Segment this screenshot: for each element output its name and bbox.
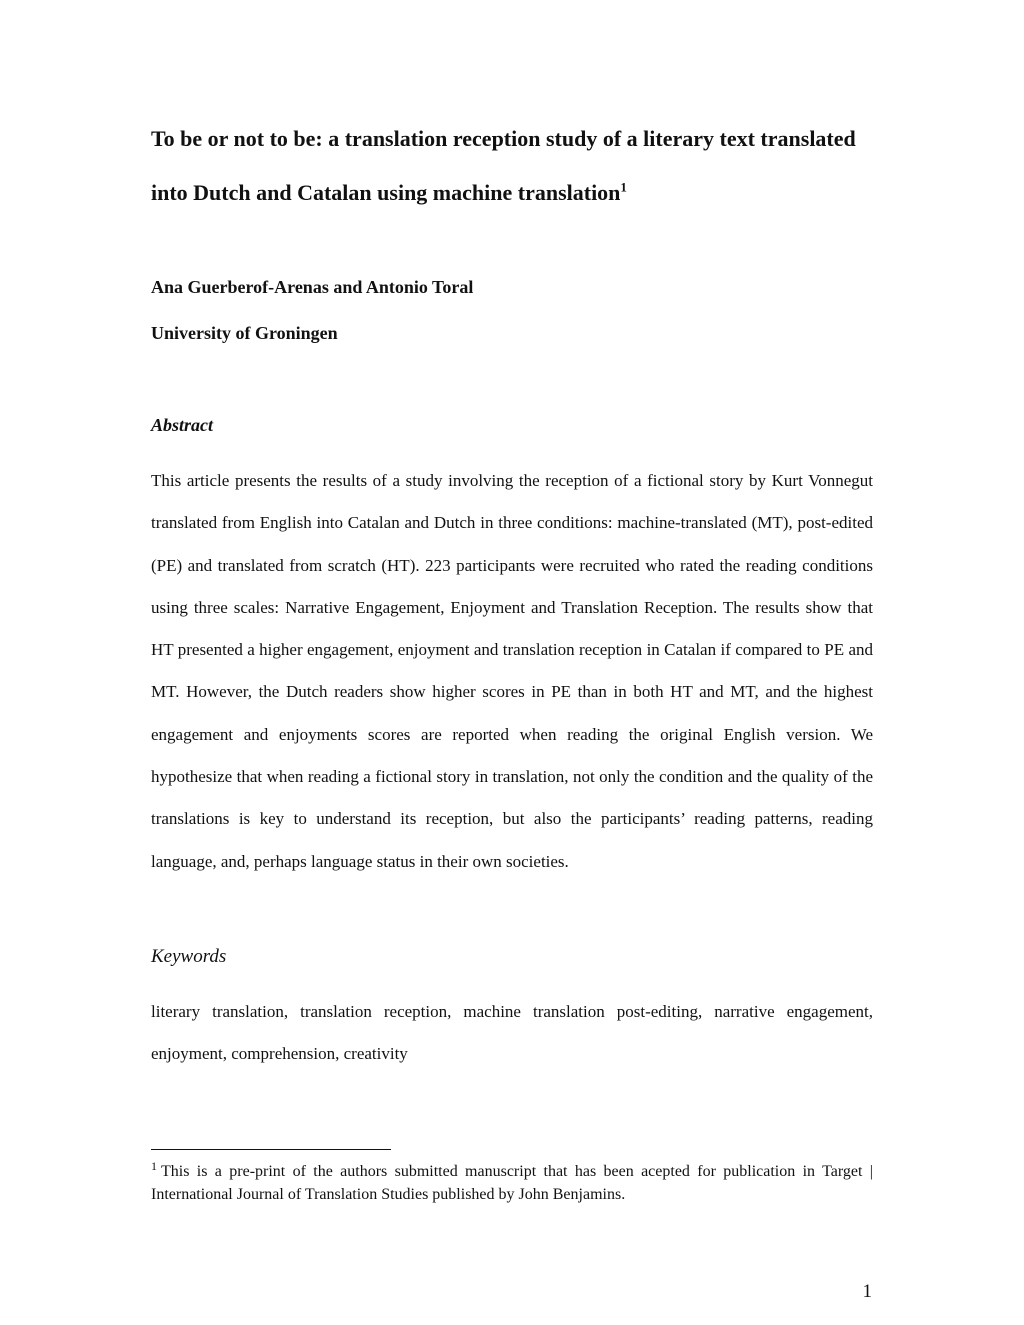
- footnote-text: This is a pre-print of the authors submitted manuscript that has been acepted for publication in Target | International Journal of Translation Studies published by John Benjamins.: [151, 1163, 873, 1203]
- abstract-body: This article presents the results of a study involving the reception of a fictional story by Kurt Vonnegut translated from English into Catalan and Dutch in three conditions: machine-translated (MT), post-edited (PE) and translated from scratch (HT). 223 participants were recruited who rated the reading conditions using three scales: Narrative Engagement, Enjoyment and Translation Reception. The results show that HT presented a higher engagement, enjoyment and translation reception in Catalan if compared to PE and MT. However, the Dutch readers show higher scores in PE than in both HT and MT, and the highest engagement and enjoyments scores are reported when reading the original English version. We hypothesize that when reading a fictional story in translation, not only the condition and the quality of the translations is key to understand its reception, but also the participants’ reading patterns, reading language, and, perhaps language status in their own societies.: [151, 471, 873, 871]
- page-number: 1: [862, 1281, 872, 1302]
- keywords-body: literary translation, translation reception, machine translation post-editing, narrative engagement, enjoyment, comprehension, creativity: [151, 1002, 873, 1064]
- keywords-heading: Keywords: [151, 946, 227, 967]
- title-footnote-marker: 1: [620, 179, 627, 195]
- paper-title-text: To be or not to be: a translation reception study of a literary text translated into Dutch and Catalan using machine translation: [151, 126, 856, 205]
- paper-title: [151, 112, 891, 220]
- footnote: [151, 1160, 873, 1206]
- authors: Ana Guerberof-Arenas and Antonio Toral: [151, 277, 474, 297]
- abstract-heading: Abstract: [151, 415, 214, 435]
- affiliation: University of Groningen: [151, 323, 338, 343]
- footnote-divider: [151, 1149, 391, 1150]
- footnote-marker: 1: [151, 1158, 157, 1173]
